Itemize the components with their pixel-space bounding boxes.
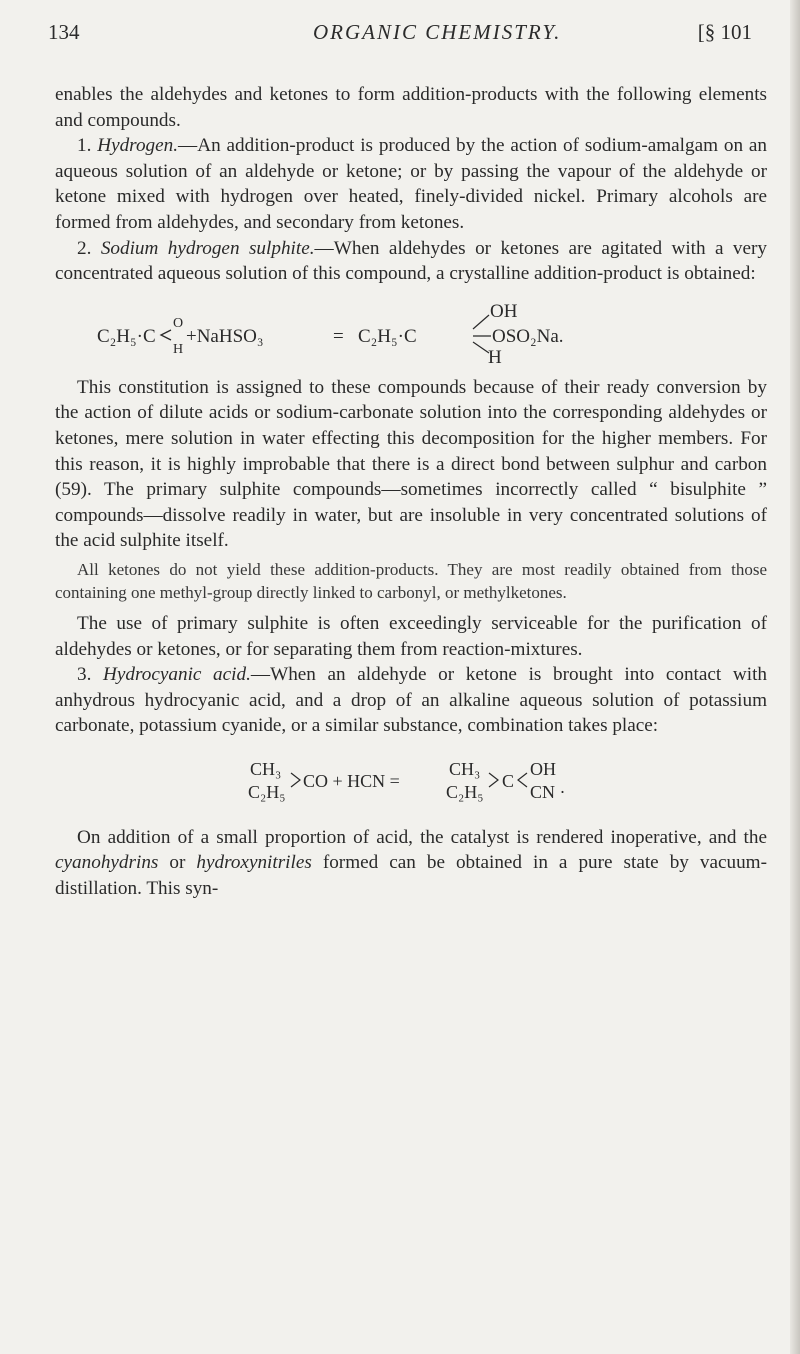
angle-bracket-rhs-right: [518, 773, 527, 787]
bracket-lines: [55, 753, 767, 809]
lhs-lower: H: [173, 341, 184, 357]
cyanohydrin-equation: [55, 753, 767, 809]
rhs-r-upper: OH: [530, 758, 556, 779]
rhs-main: C₂H₅·C: [358, 325, 417, 347]
angle-bracket-rhs-left: [489, 773, 498, 787]
item-title: Hydrocyanic acid.: [103, 664, 251, 686]
item-title: Hydrogen.: [97, 135, 179, 157]
item-text: —When aldehydes or ketones are agitated with a very concentrated aqueous solution of this compound, a crystalline addition-product is obtained:: [55, 237, 768, 285]
bond-lower: [473, 342, 489, 353]
text-run: formed can be obtained in a pure state by vacuum-distillation. This syn-: [55, 852, 768, 900]
intro-paragraph: enables the aldehydes and ketones to form addition-products with the following elements and compounds.: [55, 84, 767, 131]
lhs-lower: C₂H₅: [248, 781, 286, 802]
item-text: —When an aldehyde or ketone is brought into contact with anhydrous hydrocyanic acid, and a drop of an alkaline aqueous solution of potassium carbonate, potassium cyanide, or a similar substance, combination takes place:: [55, 664, 767, 737]
item-title: Sodium hydrogen sulphite.: [100, 237, 315, 259]
bisulphite-equation: [55, 300, 767, 368]
page-edge: [790, 0, 800, 1354]
lhs-upper: O: [173, 315, 184, 331]
lhs-main: C₂H₅·C: [97, 325, 156, 347]
equals-sign: =: [333, 325, 344, 347]
final-paragraph: [55, 825, 767, 902]
rhs-r-lower: CN ·: [530, 781, 566, 802]
rhs-center: C: [502, 770, 515, 791]
small-print-note: [55, 558, 767, 605]
constitution-paragraph: This constitution is assigned to these compounds because of their ready conversion by the action of dilute acids or sodium-carbonate solution into the corresponding aldehydes or ketones, mere solution in water effecting this decomposition for the higher members. For this reason, it is highly improbable that there is a direct bond between sulphur and carbon (59). The primary sulphite compounds—sometimes incorrectly called “ bisulphite ” compounds—dissolve readily in water, but are insoluble in very concentrated solutions of the acid sulphite itself.: [55, 376, 767, 552]
reagent: +NaHSO₃: [186, 325, 264, 347]
note-text: All ketones do not yield these addition-products. They are most readily obtained from those containing one methyl-group directly linked to carbonyl, or methylketones.: [55, 559, 767, 603]
text-run: On addition of a small proportion of acid, the catalyst is rendered inoperative, and the: [77, 826, 767, 848]
rhs-upper: OH: [490, 300, 518, 322]
item-text: —An addition-product is produced by the action of sodium-amalgam on an aqueous solution of an aldehyde or ketone; or by passing the vapour of the aldehyde or ketone mixed with hydrogen over heated, finely-divided nickel. Primary alcohols are formed from aldehydes, and secondary from ketones.: [55, 135, 767, 233]
use-paragraph: The use of primary sulphite is often exceedingly serviceable for the purification of aldehydes or ketones, or for separating them from reaction-mixtures.: [55, 612, 767, 660]
section-reference: [§ 101: [697, 20, 752, 44]
running-title: ORGANIC CHEMISTRY.: [313, 20, 562, 44]
page-header: [48, 18, 766, 52]
page-number: 134: [48, 20, 80, 44]
hydrocyanic-paragraph: [55, 662, 767, 739]
rhs-upper: CH₃: [449, 758, 481, 779]
rhs-lower: H: [488, 346, 502, 368]
lhs-upper: CH₃: [250, 758, 282, 779]
item-number: 1.: [77, 135, 98, 157]
sulphite-paragraph: [55, 236, 767, 287]
term-hydroxynitriles: hydroxynitriles: [196, 852, 312, 874]
hydrogen-paragraph: [55, 133, 767, 235]
angle-bracket-lhs: [161, 330, 171, 340]
text-run: or: [158, 852, 197, 874]
lhs-group: CO + HCN =: [303, 770, 400, 791]
page-body: [55, 82, 767, 902]
item-number: 3.: [77, 664, 104, 686]
rhs-middle: OSO₂Na.: [492, 325, 564, 347]
term-cyanohydrins: cyanohydrins: [55, 852, 159, 874]
item-number: 2.: [77, 237, 101, 259]
rhs-lower: C₂H₅: [446, 781, 484, 802]
bond-upper: [473, 315, 489, 329]
angle-bracket-lhs: [291, 773, 300, 787]
